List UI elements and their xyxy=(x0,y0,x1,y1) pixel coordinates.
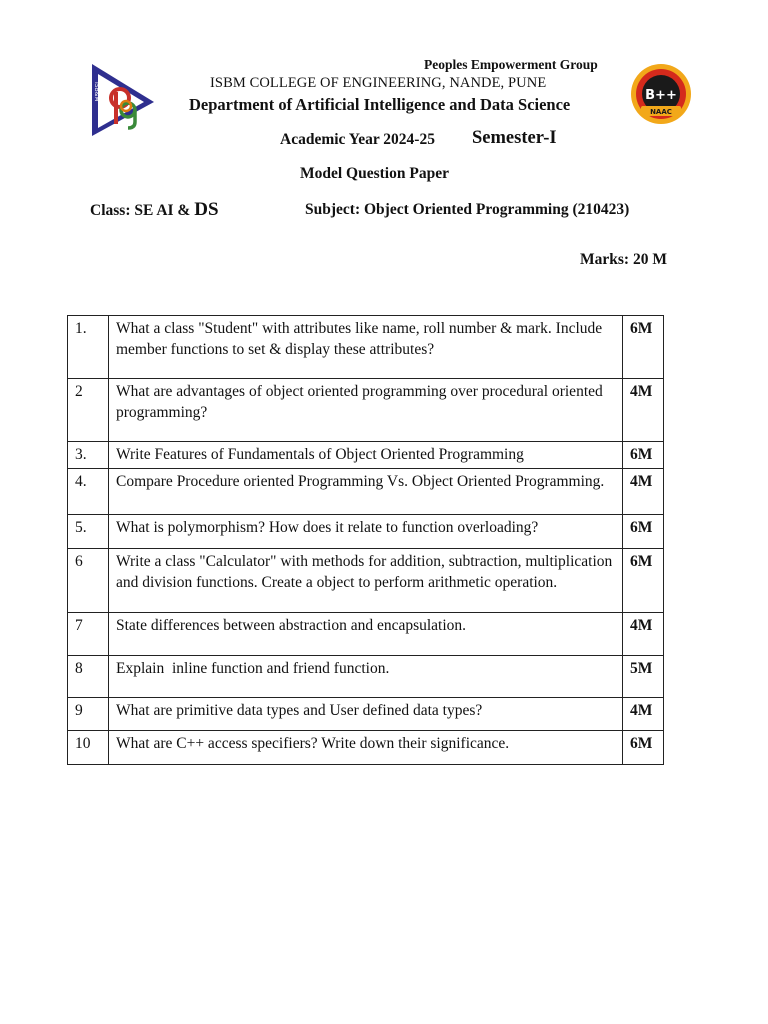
question-text: What are advantages of object oriented programming over procedural oriented programming? xyxy=(109,379,623,442)
question-row xyxy=(68,515,664,549)
question-row xyxy=(68,549,664,613)
naac-grade-text: B++ xyxy=(645,88,677,103)
department-name: Department of Artificial Intelligence and Data Science xyxy=(189,95,571,114)
question-number: 2 xyxy=(68,379,109,442)
question-number: 6 xyxy=(68,549,109,613)
total-marks: Marks: 20 M xyxy=(580,251,667,268)
question-number: 1. xyxy=(68,316,109,379)
semester: Semester-I xyxy=(472,128,557,148)
question-text: Compare Procedure oriented Programming Vs. Object Oriented Programming. xyxy=(109,469,623,515)
question-row xyxy=(68,613,664,656)
college-logo xyxy=(86,62,158,138)
question-text: What are C++ access specifiers? Write down their significance. xyxy=(109,731,623,765)
question-text: Explain inline function and friend function. xyxy=(109,656,623,698)
question-row xyxy=(68,698,664,731)
question-number: 9 xyxy=(68,698,109,731)
question-text: Write a class "Calculator" with methods for addition, subtraction, multiplication and division functions. Create a object to perform arithmetic operation. xyxy=(109,549,623,613)
question-marks: 4M xyxy=(623,613,664,656)
question-marks: 6M xyxy=(623,515,664,549)
question-row xyxy=(68,469,664,515)
question-row xyxy=(68,379,664,442)
naac-grade-seal xyxy=(627,62,695,126)
question-marks: 6M xyxy=(623,442,664,469)
question-marks: 5M xyxy=(623,656,664,698)
class-prefix: Class: SE AI & xyxy=(90,202,195,219)
question-marks: 4M xyxy=(623,698,664,731)
question-number: 10 xyxy=(68,731,109,765)
college-name: ISBM COLLEGE OF ENGINEERING, NANDE, PUNE xyxy=(210,75,547,91)
naac-label-text: NAAC xyxy=(650,108,672,116)
question-text: State differences between abstraction and encapsulation. xyxy=(109,613,623,656)
question-number: 3. xyxy=(68,442,109,469)
question-marks: 6M xyxy=(623,549,664,613)
question-marks: 4M xyxy=(623,379,664,442)
paper-type-title: Model Question Paper xyxy=(300,165,449,182)
question-row xyxy=(68,442,664,469)
question-row xyxy=(68,656,664,698)
question-number: 5. xyxy=(68,515,109,549)
subject-label: Subject: Object Oriented Programming (210423) xyxy=(305,201,630,218)
questions-table xyxy=(67,315,664,765)
academic-year: Academic Year 2024-25 xyxy=(280,131,435,148)
question-text: What is polymorphism? How does it relate to function overloading? xyxy=(109,515,623,549)
question-marks: 6M xyxy=(623,316,664,379)
question-marks: 6M xyxy=(623,731,664,765)
question-number: 4. xyxy=(68,469,109,515)
question-text: What a class "Student" with attributes like name, roll number & mark. Include member functions to set & display these attributes? xyxy=(109,316,623,379)
college-logo-lettering: ISB&M xyxy=(93,82,100,102)
question-text: Write Features of Fundamentals of Object Oriented Programming xyxy=(109,442,623,469)
question-text: What are primitive data types and User defined data types? xyxy=(109,698,623,731)
group-name: Peoples Empowerment Group xyxy=(424,57,598,72)
class-suffix: DS xyxy=(194,199,219,220)
question-row xyxy=(68,316,664,379)
class-label xyxy=(90,199,219,221)
question-row xyxy=(68,731,664,765)
question-number: 7 xyxy=(68,613,109,656)
question-marks: 4M xyxy=(623,469,664,515)
question-number: 8 xyxy=(68,656,109,698)
